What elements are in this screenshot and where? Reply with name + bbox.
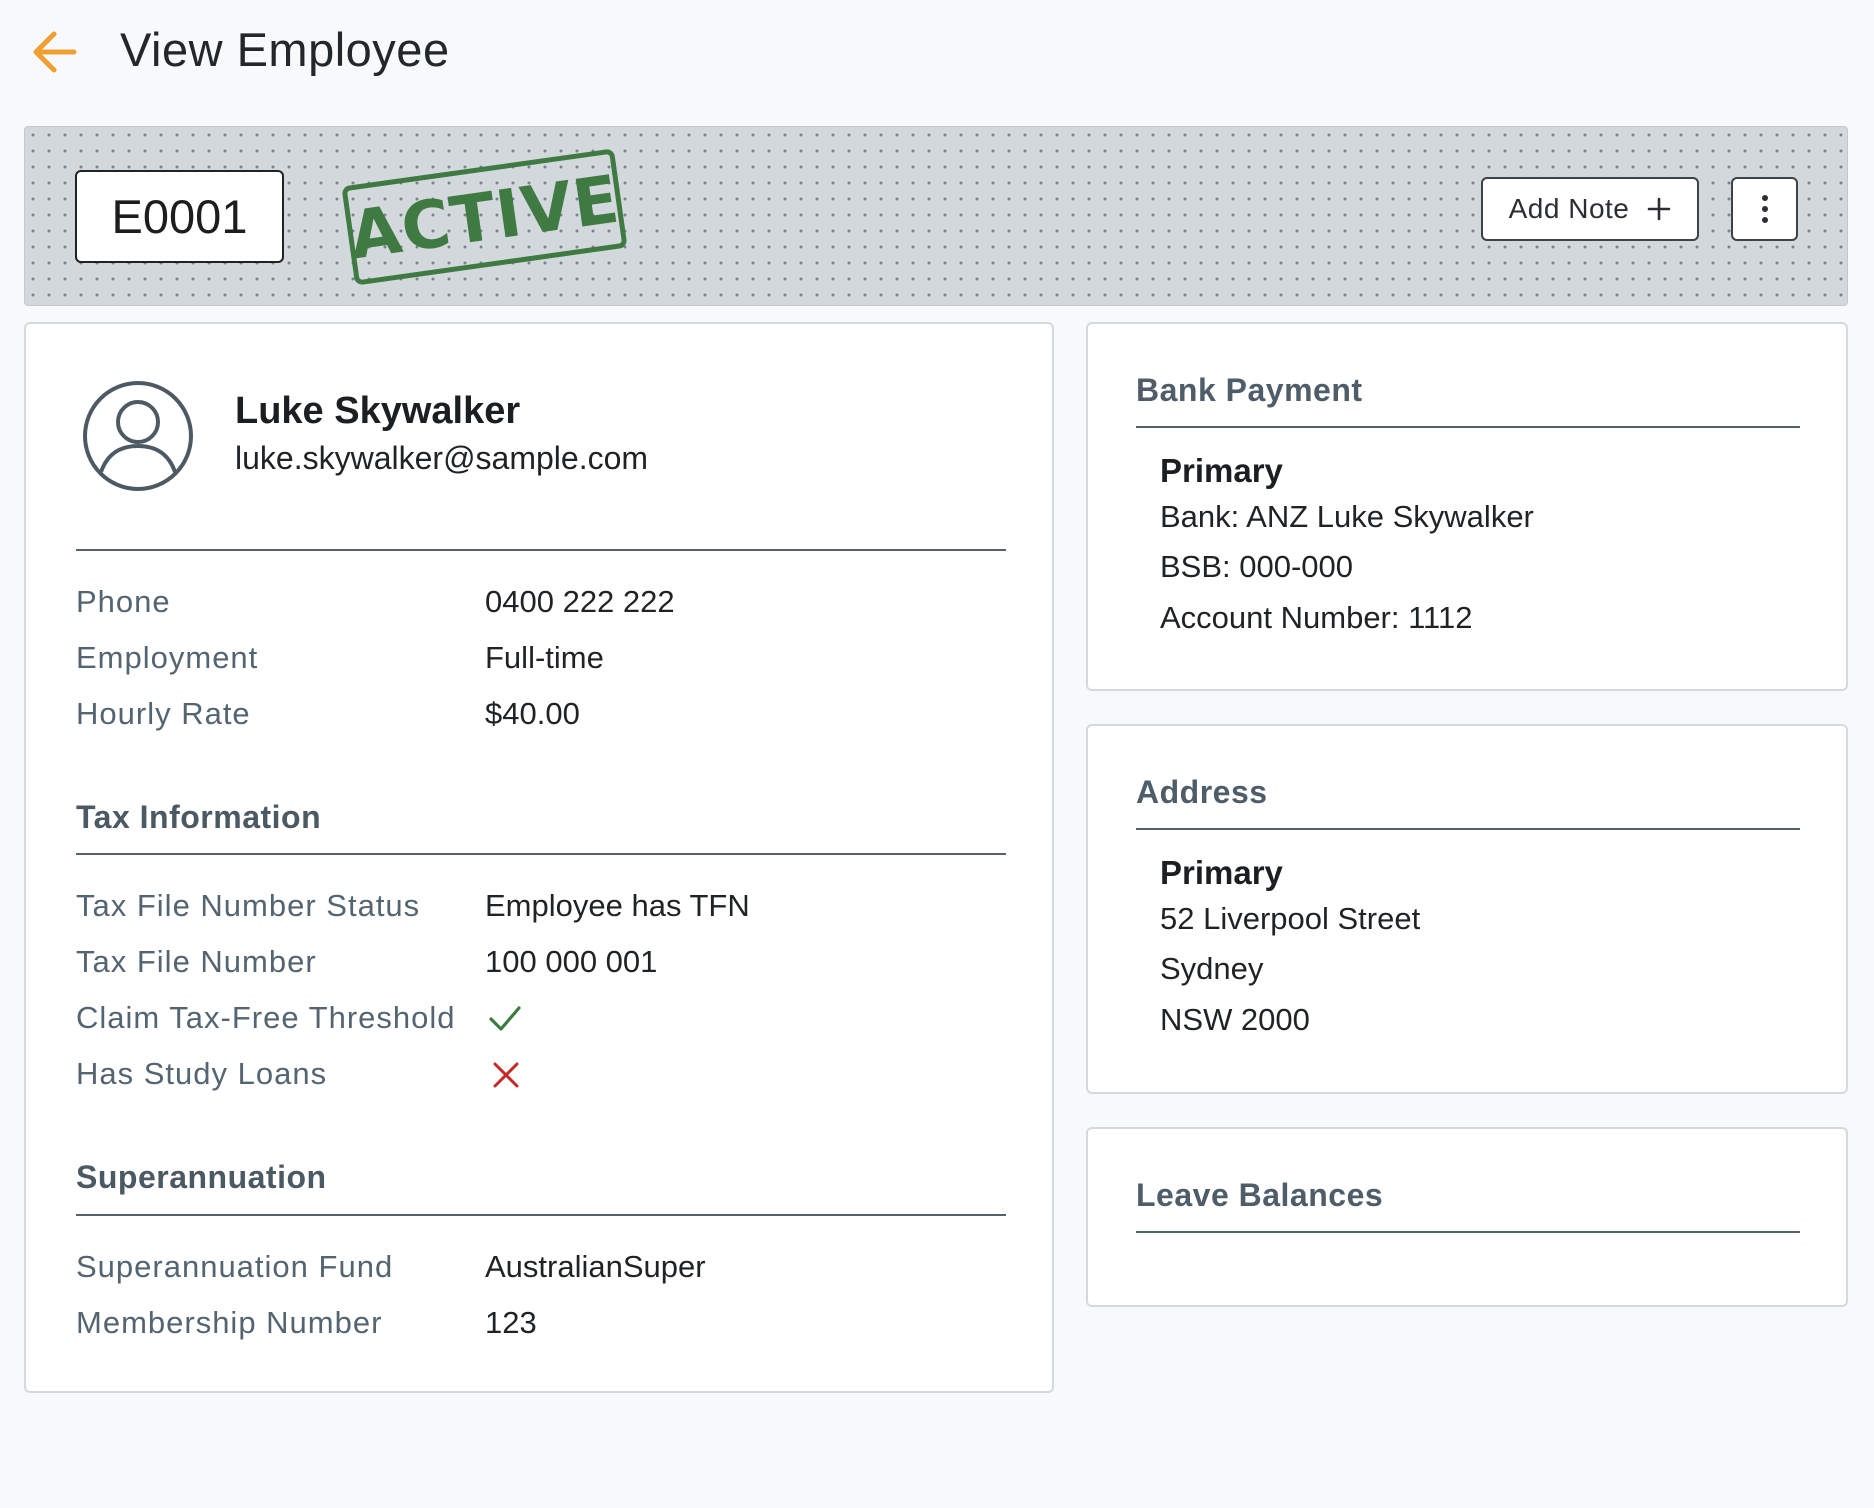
bank-primary-label: Primary [1160, 452, 1283, 489]
bank-payment-card [1086, 322, 1848, 691]
employee-details-card [24, 322, 1054, 1393]
leave-balances-card [1086, 1127, 1848, 1307]
status-stamp [341, 148, 627, 285]
address-title: Address [1136, 774, 1268, 810]
check-icon [488, 1004, 522, 1034]
tfn-status-label: Tax File Number Status [76, 888, 421, 923]
address-street: 52 Liverpool Street [1160, 901, 1421, 936]
plus-icon [1647, 197, 1671, 221]
bank-bsb: BSB: 000-000 [1160, 549, 1354, 584]
divider [1136, 426, 1800, 428]
cross-icon [492, 1061, 520, 1089]
membership-number-label: Membership Number [76, 1305, 383, 1340]
more-options-button[interactable] [1731, 177, 1798, 241]
address-city: Sydney [1160, 951, 1264, 986]
address-state-postcode: NSW 2000 [1160, 1002, 1310, 1037]
tfn-label: Tax File Number [76, 944, 317, 979]
tfn-status-value: Employee has TFN [485, 888, 750, 923]
bank-payment-title: Bank Payment [1136, 372, 1363, 408]
bank-account-number: Account Number: 1112 [1160, 600, 1473, 635]
tfn-value: 100 000 001 [485, 944, 658, 979]
address-card [1086, 724, 1848, 1094]
super-fund-label: Superannuation Fund [76, 1249, 394, 1284]
employee-banner [24, 126, 1848, 306]
hourly-rate-value: $40.00 [485, 696, 580, 731]
vertical-dots-icon [1760, 194, 1770, 224]
super-fund-value: AustralianSuper [485, 1249, 706, 1284]
divider [1136, 1231, 1800, 1233]
user-circle-icon [82, 380, 194, 492]
tax-free-threshold-label: Claim Tax-Free Threshold [76, 1000, 456, 1035]
study-loans-label: Has Study Loans [76, 1056, 328, 1091]
phone-value: 0400 222 222 [485, 584, 675, 619]
add-note-label: Add Note [1508, 193, 1630, 224]
employee-email: luke.skywalker@sample.com [235, 440, 649, 476]
status-stamp-label: ACTIVE [344, 159, 625, 275]
tax-section-title: Tax Information [76, 799, 322, 835]
address-primary-label: Primary [1160, 854, 1283, 891]
employment-label: Employment [76, 640, 259, 675]
bank-name: Bank: ANZ Luke Skywalker [1160, 499, 1534, 534]
page-header [0, 0, 1874, 110]
employee-id-badge: E0001 [75, 170, 284, 263]
divider [76, 549, 1006, 551]
employee-name: Luke Skywalker [235, 390, 521, 432]
arrow-left-icon[interactable] [30, 29, 80, 75]
divider [76, 853, 1006, 855]
membership-number-value: 123 [485, 1305, 537, 1340]
leave-balances-title: Leave Balances [1136, 1177, 1384, 1213]
employment-value: Full-time [485, 640, 604, 675]
divider [1136, 828, 1800, 830]
page-title: View Employee [120, 23, 450, 76]
phone-label: Phone [76, 584, 171, 619]
super-section-title: Superannuation [76, 1159, 327, 1195]
divider [76, 1214, 1006, 1216]
add-note-button[interactable] [1481, 177, 1699, 241]
hourly-rate-label: Hourly Rate [76, 696, 251, 731]
